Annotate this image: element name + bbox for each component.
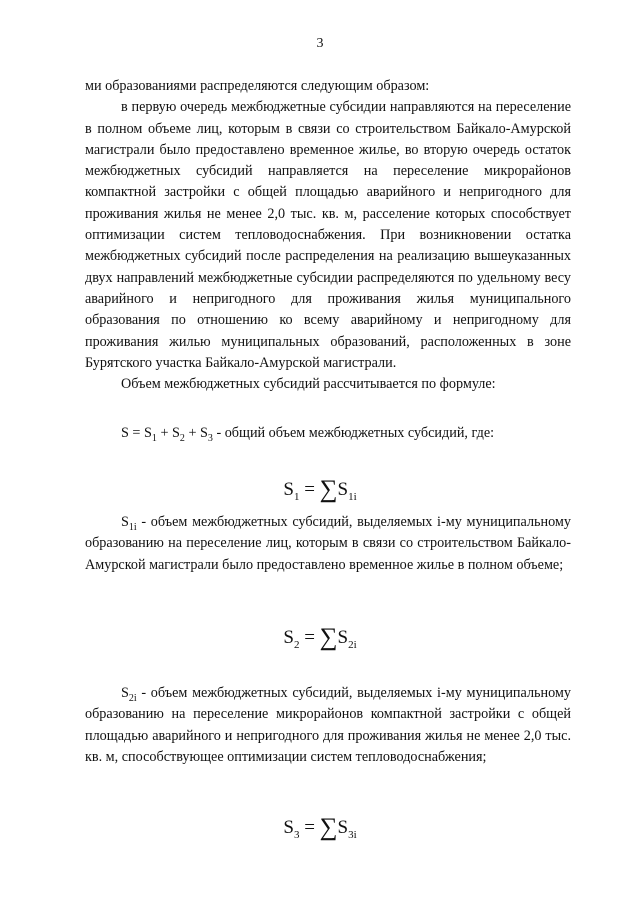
formula-s2-eq: =	[304, 627, 315, 648]
formula-s3	[0, 812, 640, 841]
total-plus-1: + S	[156, 425, 180, 441]
formula-s3-rhs: S	[337, 817, 349, 838]
continuation-line: ми образованиями распределяются следующим образом:	[85, 78, 430, 94]
formula-s1-lhs: S	[283, 479, 294, 500]
formula-s1-rhs: S	[337, 479, 349, 500]
summation-icon: ∑	[319, 624, 338, 651]
def-s1-text: - объем межбюджетных субсидий, выделяемых i-му муниципальному образованию на переселение лиц, которым в связи со строительством Байкало-Амурской магистрали было предоставлено временное жилье в полном объеме;	[85, 514, 571, 573]
total-tail: - общий объем межбюджетных субсидий, где:	[212, 425, 495, 441]
total-lhs: S = S	[121, 425, 152, 441]
def-s2-text: - объем межбюджетных субсидий, выделяемых i-му муниципальному образованию на переселение микрорайонов компактной застройки с общей площадью аварийного и непригодного для проживания жилья не менее 2,0 тыс. кв. м, способствующее оптимизации систем тепловодоснабжения;	[85, 685, 571, 765]
formula-s3-eq: =	[304, 817, 315, 838]
formula-s2-lhs-sub: 2	[293, 638, 300, 651]
total-sub-2: 2	[179, 432, 185, 444]
formula-s2-rhs-sub: 2i	[348, 638, 357, 651]
formula-s3-lhs: S	[283, 817, 294, 838]
intro-text-block	[85, 76, 571, 395]
formula-s1	[0, 474, 640, 503]
definition-s1	[85, 512, 571, 576]
formula-s2-rhs: S	[337, 627, 349, 648]
formula-s3-rhs-sub: 3i	[348, 828, 357, 841]
total-sub-1: 1	[151, 432, 157, 444]
total-plus-2: + S	[184, 425, 208, 441]
summation-icon: ∑	[319, 814, 338, 841]
page-number: 3	[316, 36, 324, 51]
total-sub-3: 3	[207, 432, 213, 444]
formula-s3-lhs-sub: 3	[293, 828, 300, 841]
distribution-paragraph: в первую очередь межбюджетные субсидии направляются на переселение в полном объеме лиц, которым в связи со строительством Байкало-Амурской магистрали было предоставлено временное жилье, во вторую очередь остаток межбюджетных субсидий направляется на переселение микрорайонов компактной застройки с общей площадью аварийного и непригодного для проживания жилья не менее 2,0 тыс. кв. м, расселение которых способствует оптимизации систем тепловодоснабжения. При возникновении остатка межбюджетных субсидий после распределения на реализацию вышеуказанных двух направлений межбюджетные субсидии распределяются по удельному весу аварийного и непригодного для проживания жилья муниципального образования по отношению ко всему аварийному и непригодному для проживания жилью муниципальных образований, расположенных в зоне Бурятского участка Байкало-Амурской магистрали.	[85, 99, 571, 371]
summation-icon: ∑	[319, 476, 338, 503]
definition-s2	[85, 683, 571, 768]
def-s1-subscript: 1i	[128, 521, 137, 533]
formula-s2-lhs: S	[283, 627, 294, 648]
formula-s1-eq: =	[304, 479, 315, 500]
formula-intro-paragraph: Объем межбюджетных субсидий рассчитывается по формуле:	[121, 376, 496, 393]
def-s2-symbol: S	[121, 685, 129, 701]
def-s2-subscript: 2i	[128, 692, 137, 704]
def-s1-symbol: S	[121, 514, 129, 530]
formula-s1-rhs-sub: 1i	[348, 490, 357, 503]
formula-s2	[0, 622, 640, 651]
total-subsidy-formula	[121, 425, 494, 444]
formula-s1-lhs-sub: 1	[293, 490, 300, 503]
